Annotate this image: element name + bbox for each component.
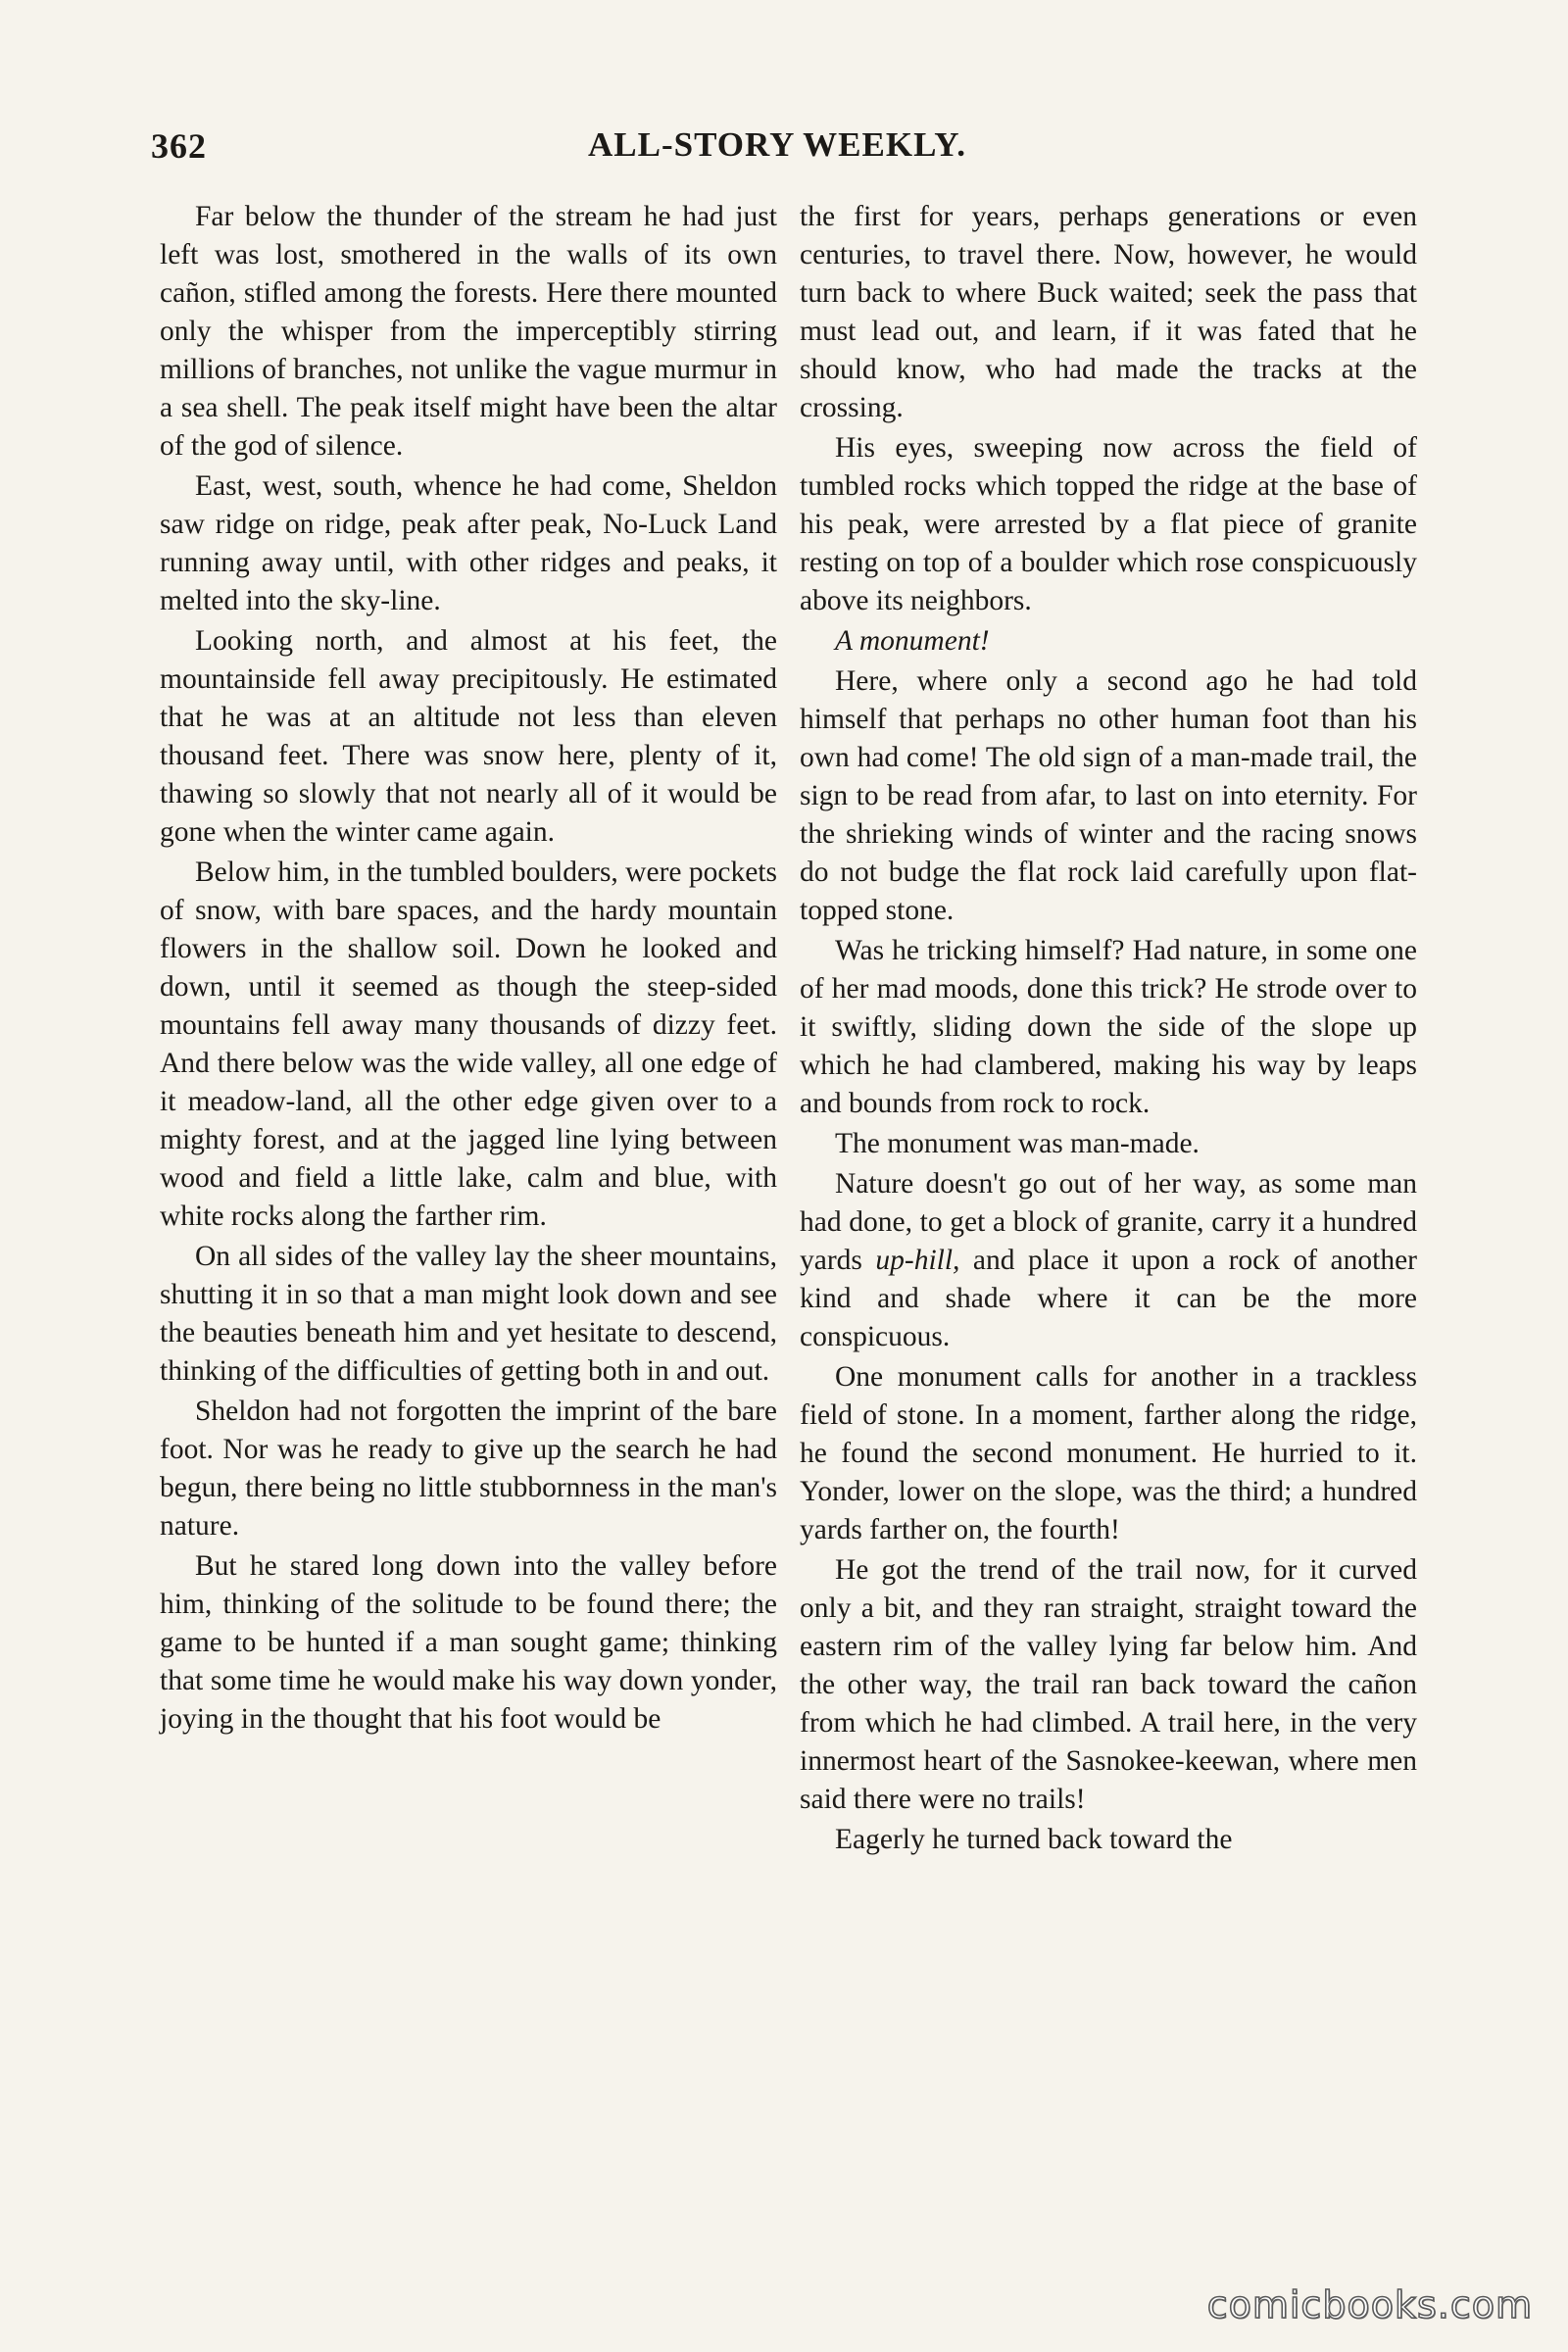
paragraph: Eagerly he turned back toward the xyxy=(835,1824,1233,1855)
page-header xyxy=(0,125,1568,174)
italic-text-run: up-hill, xyxy=(875,1245,960,1276)
paragraph: Sheldon had not forgotten the imprint of the bare foot. Nor was he ready to give up the search he had begun, there being no little stubbornness in the man's nature. xyxy=(160,1396,777,1542)
paragraph: Was he tricking himself? Had nature, in some one of her mad moods, done this trick? He strode over to it swiftly, sliding down the side of the slope up which he had clambered, making his way by leaps and bounds from rock to rock. xyxy=(800,935,1417,1119)
italic-exclamation: A monument! xyxy=(835,625,990,657)
paragraph: The monument was man-made. xyxy=(835,1128,1200,1159)
paragraph: On all sides of the valley lay the sheer mountains, shutting it in so that a man might look down and see the beauties beneath him and yet hesitate to descend, thinking of the difficulties of getting both in and out. xyxy=(160,1241,777,1387)
paragraph: But he stared long down into the valley before him, thinking of the solitude to be found there; the game to be hunted if a man sought game; thinking that some time he would make his way down yonder, joying in the thought that his foot would be xyxy=(160,1550,777,1735)
text-run: Nature doesn't go out of her way, as some man had done, to get a block of granite, carry it a hundred yards xyxy=(800,1168,1417,1276)
paragraph: East, west, south, whence he had come, Sheldon saw ridge on ridge, peak after peak, No-Luck Land running away until, with other ridges and peaks, it melted into the sky-line. xyxy=(160,470,777,616)
watermark-logo: comicbooks.com xyxy=(1206,2283,1533,2327)
magazine-title: ALL-STORY WEEKLY. xyxy=(588,125,967,164)
continued-paragraph: the first for years, perhaps generations or even centuries, to travel there. Now, however, he would turn back to where Buck waited; seek the pass that must lead out, and learn, if it was fated that he should know, who had made the tracks at the crossing. xyxy=(800,201,1417,423)
right-column xyxy=(800,198,1417,1859)
paragraph: His eyes, sweeping now across the field of tumbled rocks which topped the ridge at the base of his peak, were arrested by a flat piece of granite resting on top of a boulder which rose conspicuously above its neighbors. xyxy=(800,432,1417,616)
left-column xyxy=(160,198,777,1739)
paragraph: Here, where only a second ago he had told himself that perhaps no other human foot than his own had come! The old sign of a man-made trail, the sign to be read from afar, to last on into eternity. For the shrieking winds of winter and the racing snows do not budge the flat rock laid carefully upon flat-topped stone. xyxy=(800,665,1417,926)
paragraph xyxy=(800,1165,1417,1356)
paragraph: Far below the thunder of the stream he had just left was lost, smothered in the walls of its own cañon, stifled among the forests. Here there mounted only the whisper from the imperceptibly stirring millions of branches, not unlike the vague murmur in a sea shell. The peak itself might have been the altar of the god of silence. xyxy=(160,201,777,462)
text-run: and place it upon a rock of another kind and shade where it can be the more conspicuous. xyxy=(800,1245,1417,1352)
paragraph: Below him, in the tumbled boulders, were pockets of snow, with bare spaces, and the hardy mountain flowers in the shallow soil. Down he looked and down, until it seemed as though the steep-sided mountains fell away many thousands of dizzy feet. And there below was the wide valley, all one edge of it meadow-land, all the other edge given over to a mighty forest, and at the jagged line lying between wood and field a little lake, calm and blue, with white rocks along the farther rim. xyxy=(160,857,777,1232)
paragraph: He got the trend of the trail now, for it curved only a bit, and they ran straight, straight toward the eastern rim of the valley lying far below him. And the other way, the trail ran back toward the cañon from which he had climbed. A trail here, in the very innermost heart of the Sasnokee-keewan, where men said there were no trails! xyxy=(800,1554,1417,1815)
paragraph: One monument calls for another in a trackless field of stone. In a moment, farther along the ridge, he found the second monument. He hurried to it. Yonder, lower on the slope, was the third; a hundred yards farther on, the fourth! xyxy=(800,1361,1417,1545)
page-number: 362 xyxy=(151,126,207,166)
paragraph: Looking north, and almost at his feet, the mountainside fell away precipitously. He estimated that he was at an altitude not less than eleven thousand feet. There was snow here, plenty of it, thawing so slowly that not nearly all of it would be gone when the winter came again. xyxy=(160,625,777,848)
